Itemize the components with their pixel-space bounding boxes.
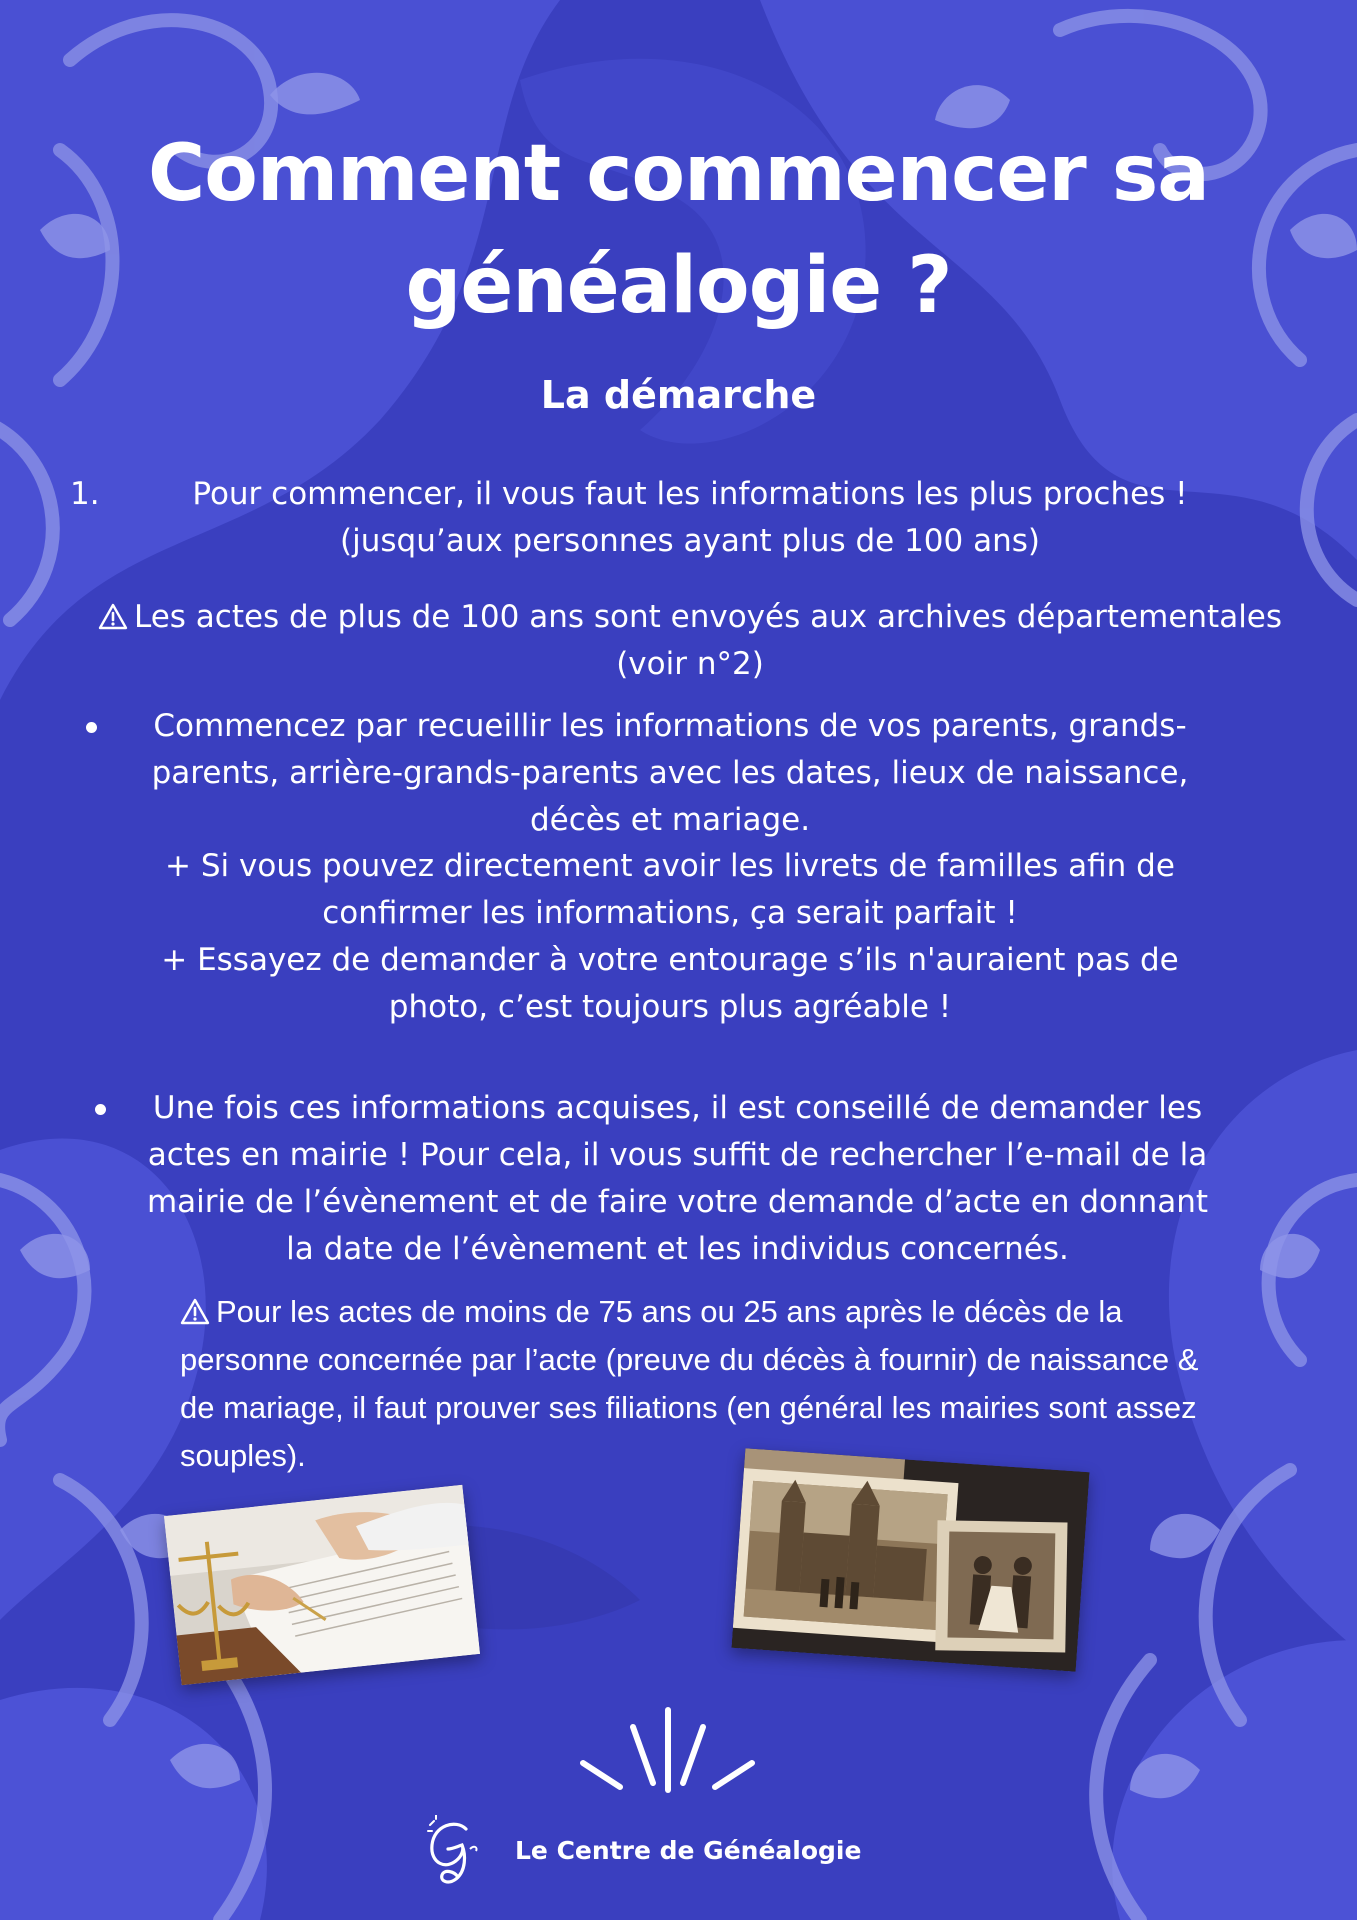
- bullet-1-tip-family-books: + Si vous pouvez directement avoir les livrets de familles afin de confirmer les informations, ça serait parfait !: [165, 848, 1175, 931]
- step-1-line-2: (jusqu’aux personnes ayant plus de 100 ans): [340, 523, 1040, 559]
- warning-2-text: Pour les actes de moins de 75 ans ou 25 ans après le décès de la personne concernée par l’acte (preuve du décès à fournir) de naissance & de mariage, il faut prouver ses filiations (en général les mairies sont assez souples).: [180, 1294, 1199, 1473]
- bullet-dot: [95, 1104, 106, 1115]
- bullet-1-text: Commencez par recueillir les informations de vos parents, grands-parents, arrière-grands-parents avec les dates, lieux de naissance, décès et mariage.: [151, 708, 1189, 838]
- bullet-2-text: Une fois ces informations acquises, il est conseillé de demander les actes en mairie ! Pour cela, il vous suffit de rechercher l’e-mail de la mairie de l’évènement et de faire votre demande d’acte en donnant la date de l’évènement et les individus concernés.: [146, 1090, 1209, 1267]
- warning-note-archives: [70, 594, 1310, 688]
- page-title: Comment commencer sa généalogie ?: [148, 129, 1209, 331]
- photo-signing-document: [164, 1485, 480, 1685]
- step-number: 1.: [70, 476, 100, 512]
- step-1-text: [150, 471, 1230, 565]
- photo-vintage-pictures: [731, 1448, 1089, 1672]
- warning-1-line-2: (voir n°2): [616, 646, 764, 682]
- bullet-dot: [86, 722, 97, 733]
- warning-note-filiation: [180, 1288, 1240, 1480]
- step-1-line-1: Pour commencer, il vous faut les informations les plus proches !: [192, 476, 1188, 512]
- brand-name: Le Centre de Généalogie: [515, 1836, 862, 1865]
- warning-triangle-icon: [180, 1297, 210, 1325]
- g-monogram-logo: [422, 1815, 482, 1887]
- page-subtitle: La démarche: [540, 373, 817, 417]
- sunburst-icon: [575, 1705, 760, 1795]
- warning-1-line-1: Les actes de plus de 100 ans sont envoyés aux archives départementales: [133, 599, 1283, 635]
- warning-triangle-icon: [98, 602, 128, 630]
- bullet-1-tip-photos: + Essayez de demander à votre entourage s’ils n'auraient pas de photo, c’est toujours plus agréable !: [161, 942, 1179, 1025]
